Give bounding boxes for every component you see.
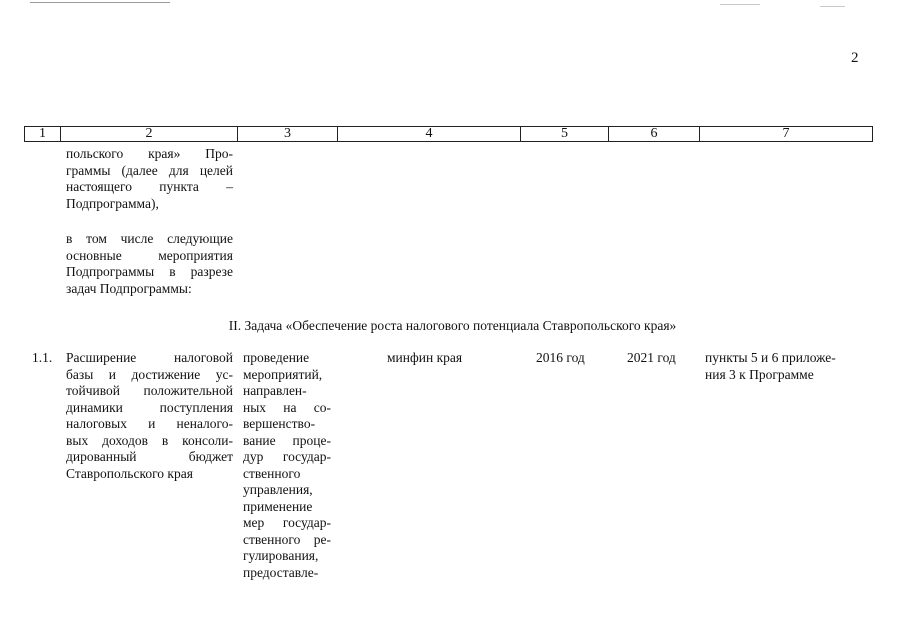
text-line: вершенство- (243, 416, 316, 431)
text-line: управления, (243, 482, 313, 497)
task-heading: II. Задача «Обеспечение роста налогового потенциала Ставропольского края» (228, 318, 677, 333)
intro-text (66, 146, 233, 212)
scan-artifact-line (30, 2, 170, 3)
text-line: Ставропольского края (66, 465, 193, 481)
text-line: в том числе следующие (66, 231, 233, 246)
row-start-year: 2016 год (536, 350, 585, 365)
text-line: настоящего пункта – (66, 179, 233, 194)
column-number: 5 (521, 127, 609, 142)
text-line: Расширение налоговой (66, 350, 233, 365)
text-line: польского края» Про- (66, 146, 233, 161)
text-line: Подпрограмма), (66, 195, 159, 211)
text-line: ных на со- (243, 399, 331, 415)
text-line: дур государ- (243, 449, 331, 464)
text-line: базы и достижение ус- (66, 366, 233, 382)
text-line: основные мероприятия (66, 247, 233, 263)
text-line: мероприятий, (243, 366, 323, 382)
text-line: динамики поступления (66, 399, 233, 415)
text-line: предоставле- (243, 564, 319, 580)
text-line: пункты 5 и 6 приложе- (705, 350, 836, 365)
row-activity (243, 350, 331, 581)
text-line: проведение (243, 350, 310, 365)
column-number: 2 (61, 127, 238, 142)
column-number: 4 (338, 127, 521, 142)
text-line: направлен- (243, 383, 307, 398)
text-line: граммы (далее для целей (66, 162, 233, 178)
column-number: 7 (700, 127, 873, 142)
row-executor: минфин края (387, 350, 463, 365)
scan-artifact-line (820, 6, 845, 7)
scan-artifact-line (720, 4, 760, 5)
column-number: 3 (238, 127, 338, 142)
text-line: налоговых и неналого- (66, 416, 233, 431)
row-number: 1.1. (32, 350, 53, 365)
text-line: вание проце- (243, 432, 331, 448)
column-number: 1 (25, 127, 61, 142)
text-line: ственного (243, 465, 301, 481)
intro-text-continuation (66, 231, 233, 297)
text-line: вых доходов в консоли- (66, 432, 233, 448)
row-description (66, 350, 233, 482)
text-line: задач Подпрограммы: (66, 280, 192, 296)
text-line: ния 3 к Программе (705, 366, 814, 382)
text-line: тойчивой положительной (66, 383, 233, 398)
row-note (705, 350, 865, 383)
column-number: 6 (609, 127, 700, 142)
page-number: 2 (851, 50, 859, 66)
text-line: ственного ре- (243, 531, 331, 547)
column-number-header (24, 126, 873, 142)
text-line: гулирования, (243, 548, 319, 563)
text-line: мер государ- (243, 515, 331, 530)
row-end-year: 2021 год (627, 350, 676, 365)
text-line: Подпрограммы в разрезе (66, 264, 233, 279)
text-line: дированный бюджет (66, 449, 233, 464)
text-line: применение (243, 498, 313, 514)
